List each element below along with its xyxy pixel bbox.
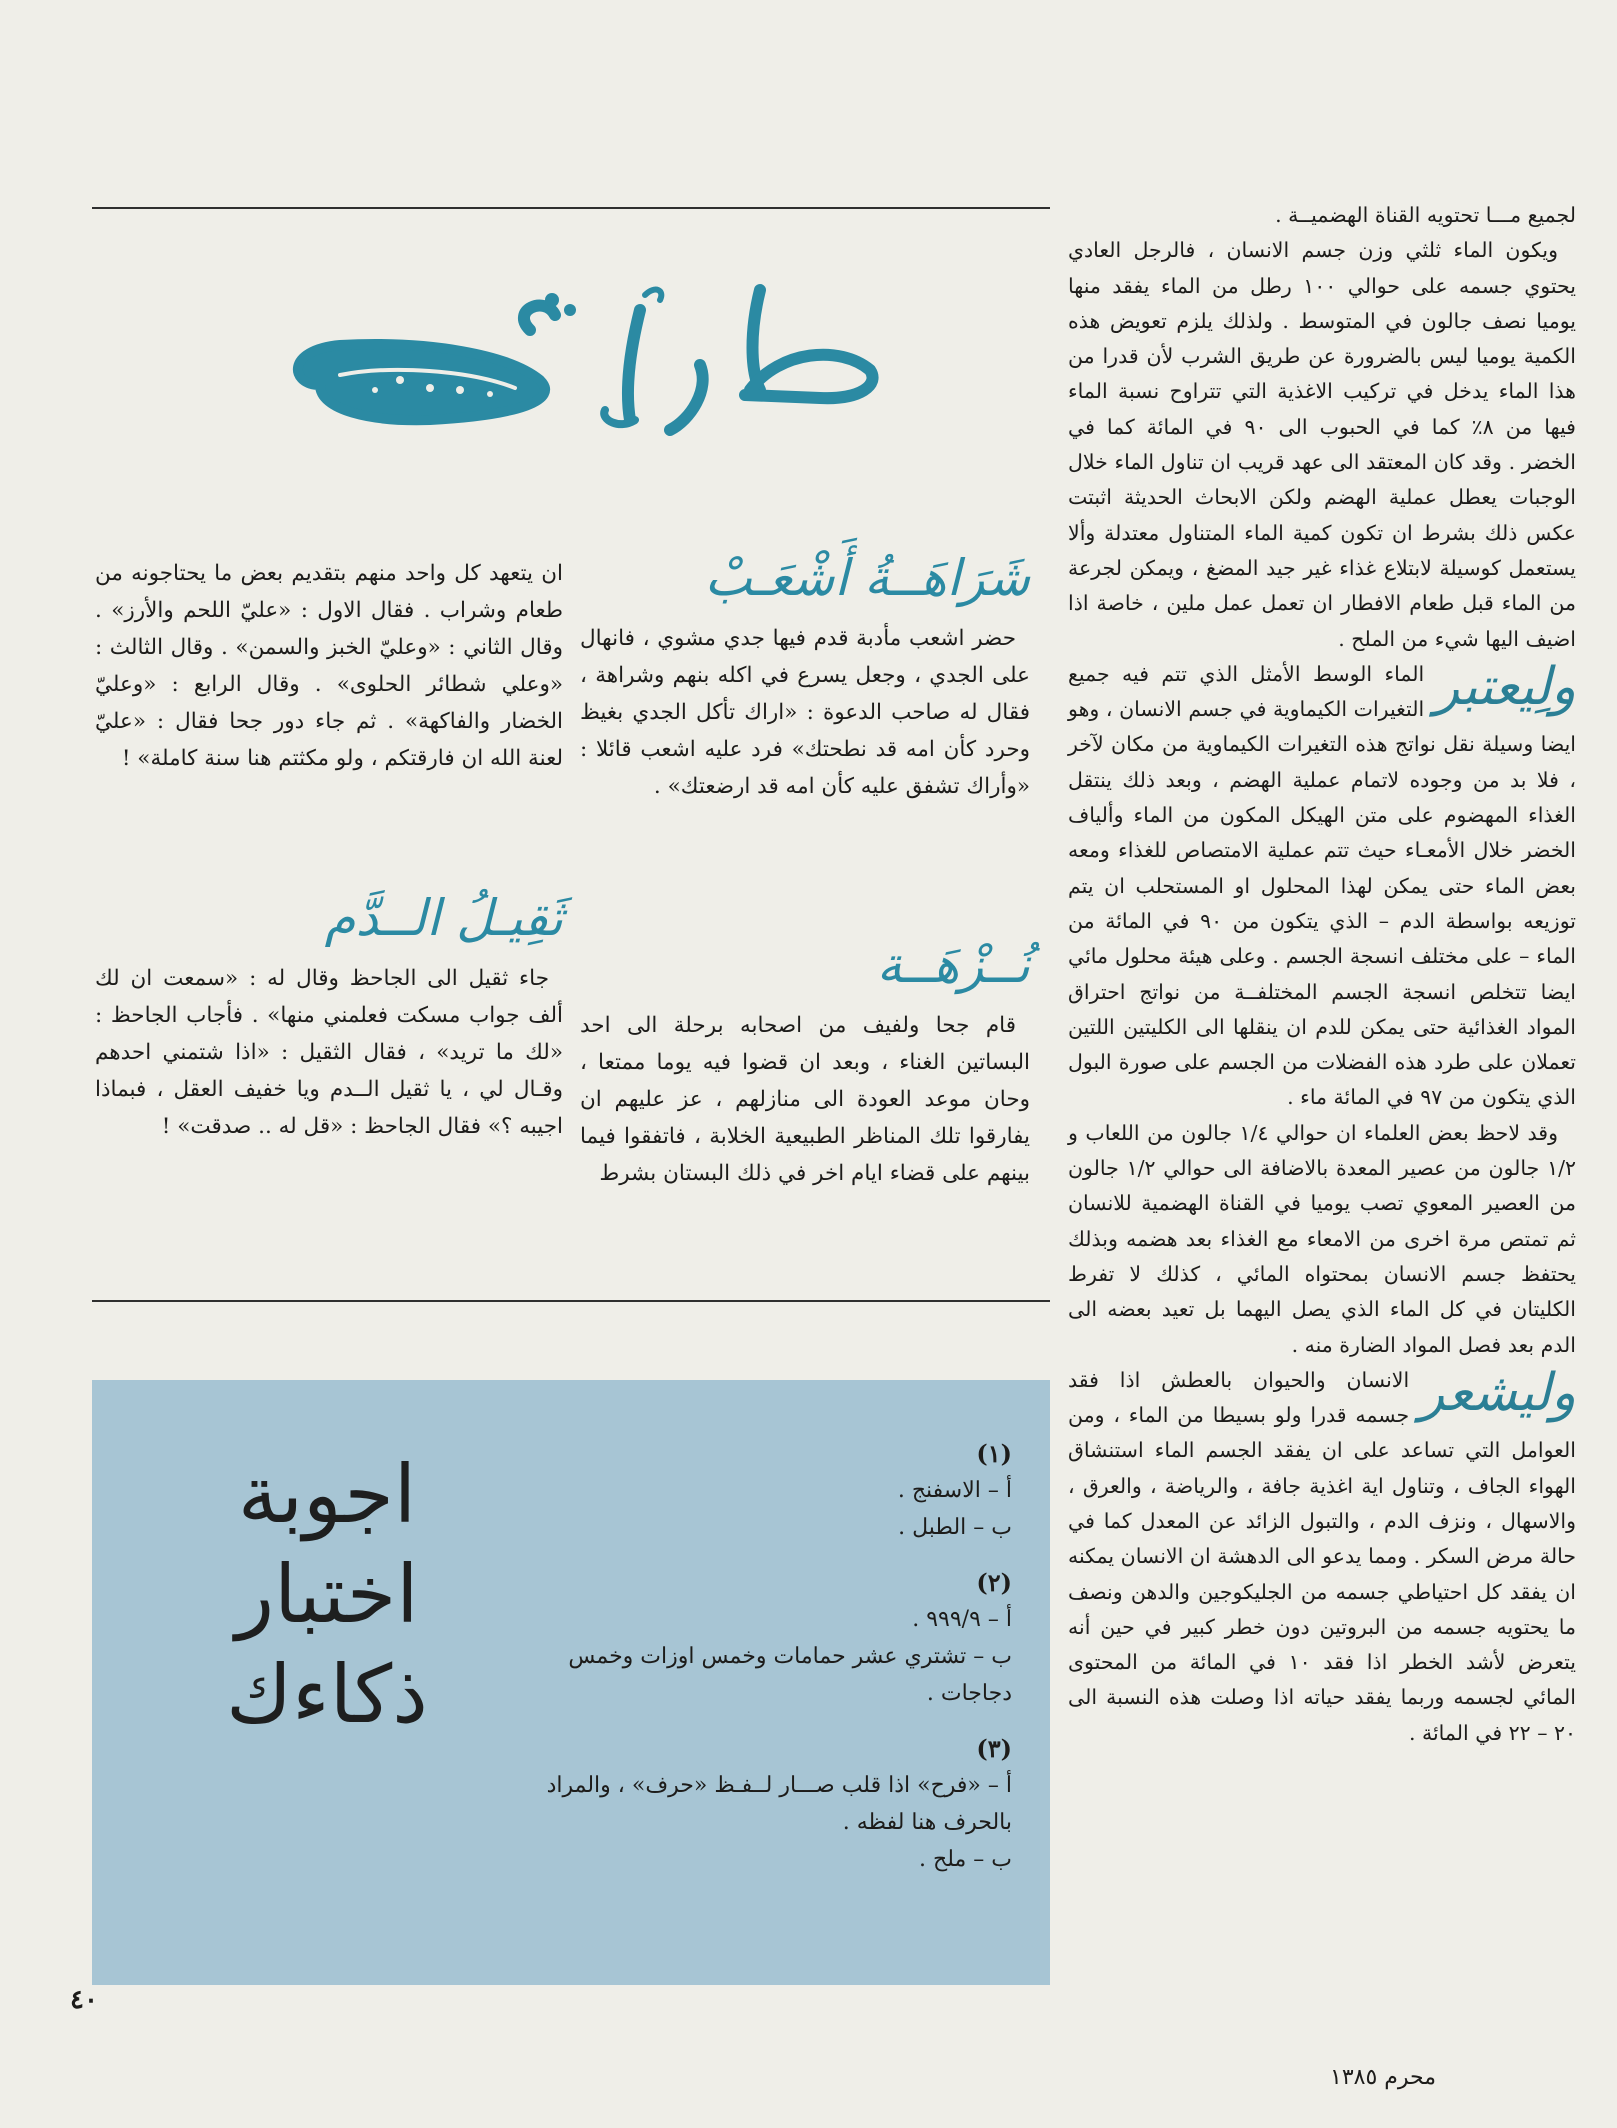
title-calligraphy xyxy=(280,270,900,440)
drop-cap-wayashur: وليشعر xyxy=(1419,1362,1576,1423)
quiz-answer-group xyxy=(522,1435,1012,1546)
page-number: ٤٠ xyxy=(70,1985,98,2015)
section-ashab xyxy=(580,548,1030,805)
quiz-answer-number: (١) xyxy=(976,1439,1012,1468)
right-paragraph: ويكون الماء ثلثي وزن جسم الانسان ، فالرجل العادي يحتوي جسمه على حوالي ١٠٠ رطل من الماء يفقد منها يوميا نصف جالون في المتوسط . ولذلك يلزم تعويض هذه الكمية يوميا ليس بالضرورة عن طريق الشرب لأن قدرا من هذا الماء يدخل في تركيب الاغذية التي تتراوح نسبة الماء فيها من ٨٪ كما في الحبوب الى ٩٠ في المائة كما في الخضر . وقد كان المعتقد الى عهد قريب ان تناول الماء خلال الوجبات يعطل عملية الهضم ولكن الابحاث الحديثة اثبتت عكس ذلك بشرط ان تكون كمية الماء المتناول معتدلة وألا يستعمل كوسيلة لابتلاع غذاء غير جيد المضغ ، ويمكن لجرعة من الماء قبل طعام الافطار ان تعمل عمل ملين ، خاصة اذا اضيف اليها شيء من الملح . xyxy=(1068,238,1576,651)
quiz-answer-list xyxy=(522,1435,1012,1878)
right-paragraph-dropcap xyxy=(1068,1363,1576,1751)
quiz-answer-group xyxy=(522,1730,1012,1878)
section-nuzha xyxy=(580,935,1030,1192)
section-text xyxy=(580,620,1030,805)
section-thaqil xyxy=(95,888,563,1145)
quiz-answer-number: (٢) xyxy=(976,1568,1012,1597)
right-article-column xyxy=(1068,198,1576,1751)
section-title: شَرَاهَــةُ أَشْعَـبْ xyxy=(704,549,1030,607)
right-paragraph: لجميع مـــا تحتويه القناة الهضميــة . xyxy=(1275,203,1576,227)
quiz-title-line: اجوبة xyxy=(237,1448,417,1541)
drop-cap-wayatabir: ولِيعتبر xyxy=(1434,656,1576,717)
section-title: ثَقِيـلُ الــدَّم xyxy=(324,889,563,947)
section-paragraph: ان يتعهد كل واحد منهم بتقديم بعض ما يحتاجونه من طعام وشراب . فقال الاول : «عليّ اللحم والأرز» . وقال الثاني : «وعليّ الخبز والسمن» . وقال الثالث : «وعلي شطائر الحلوى» . وقال الرابع : «وعليّ الخضار والفاكهة» . ثم جاء دور جحا فقال : «عليّ لعنة الله ان فارقتكم ، ولو مكثتم هنا سنة كاملة» ! xyxy=(95,561,563,771)
section-continuation xyxy=(95,555,563,777)
quiz-title xyxy=(187,1445,467,1745)
quiz-answer-b: ب – تشتري عشر حمامات وخمس اوزات وخمس دجاجات . xyxy=(568,1644,1012,1706)
section-paragraph: جاء ثقيل الى الجاحظ وقال له : «سمعت ان لك ألف جواب مسكت فعلمني منها» . فأجاب الجاحظ : «لك ما تريد» ، فقال الثقيل : «اذا شتمني احدهم وقـال لي ، يا ثقيل الــدم ويا خفيف العقل ، فبماذا اجيبه ؟» فقال الجاحظ : «قل له .. صدقت» ! xyxy=(95,966,563,1139)
quiz-title-line: اختبار xyxy=(235,1548,419,1641)
quiz-answer-a: أ – «فرح» اذا قلب صـــار لــفـظ «حرف» ، والمراد بالحرف هنا لفظه . xyxy=(546,1773,1012,1835)
section-text xyxy=(580,1007,1030,1192)
right-paragraph-text: الانسان والحيوان بالعطش اذا فقد جسمه قدرا ولو بسيطا من الماء ، ومن العوامل التي تساعد على ان يفقد الجسم الماء استنشاق الهواء الجاف ، وتناول اية اغذية جافة ، والرياضة ، والعرق ، والاسهال ، ونزف الدم ، والتبول الزائد عن المعدل كما في حالة مرض السكر . ومما يدعو الى الدهشة ان الانسان يمكنه ان يفقد كل احتياطي جسمه من الجليكوجين والدهن ونصف ما يحتويه جسمه من البروتين دون خطر كبير في حين أنه يتعرض لأشد الخطر اذا فقد ١٠ في المائة من المحتوى المائي لجسمه وربما يفقد حياته اذا وصلت هذه النسبة الى ٢٠ – ٢٢ في المائة . xyxy=(1068,1367,1577,1745)
quiz-answer-a: أ – ٩٩٩/٩ . xyxy=(912,1607,1012,1632)
quiz-title-line: ذكاءك xyxy=(226,1648,428,1741)
section-paragraph: حضر اشعب مأدبة قدم فيها جدي مشوي ، فانهال على الجدي ، وجعل يسرع في اكله بنهم وشراهة ، فقال له صاحب الدعوة : «اراك تأكل الجدي بغيظ وحرد كأن امه قد نطحتك» فرد عليه اشعب قائلا : «وأراك تشفق عليه كأن امه قد ارضعتك» . xyxy=(580,626,1030,799)
quiz-answer-group xyxy=(522,1564,1012,1712)
top-rule xyxy=(92,207,1050,209)
page-title xyxy=(280,270,900,440)
quiz-answer-number: (٣) xyxy=(976,1734,1012,1763)
quiz-answer-b: ب – ملح . xyxy=(919,1847,1012,1872)
right-paragraph-text: الماء الوسط الأمثل الذي تتم فيه جميع التغيرات الكيماوية في جسم الانسان ، وهو ايضا وسيلة نقل نواتج هذه التغيرات الكيماوية من مكان لآخر ، فلا بد من وجوده لاتمام عملية الهضم ، وبعد ذلك ينتقل الغذاء المهضوم على متن الهيكل المكون من الماء وألياف الخضر خلال الأمعـاء حيث تتم عملية الامتصاص للغذاء ومعه بعض الماء حتى يمكن لهذا المحلول او المستحلب ان يتم توزيعه بواسطة الدم – الذي يتكون من ٩٠ في المائة من الماء – على مختلف انسجة الجسم . وعلى هيئة محلول مائي ايضا تتخلص انسجة الجسم المختلفــة من نواتج احتراق المواد الغذائية حتى يمكن للدم ان ينقلها الى الكليتين اللتين تعملان على طرد هذه الفضلات من الجسم على صورة البول الذي يتكون من ٩٧ في المائة ماء . xyxy=(1068,661,1576,1110)
quiz-answer-a: أ – الاسفنج . xyxy=(897,1478,1012,1503)
quiz-answer-b: ب – الطبل . xyxy=(898,1515,1012,1540)
section-title: نُــزْهَــة xyxy=(876,936,1030,994)
section-paragraph: قام جحا ولفيف من اصحابه برحلة الى احد البساتين الغناء ، وبعد ان قضوا فيه يوما ممتعا ، وحان موعد العودة الى منازلهم ، عز عليهم ان يفارقوا تلك المناظر الطبيعية الخلابة ، فاتفقوا فيما بينهم على قضاء ايام اخر في ذلك البستان بشرط xyxy=(580,1013,1030,1186)
middle-rule xyxy=(92,1300,1050,1302)
quiz-answers-box xyxy=(92,1380,1050,1985)
issue-date: محرم ١٣٨٥ xyxy=(1330,2065,1437,2090)
section-text xyxy=(95,960,563,1145)
right-paragraph-dropcap xyxy=(1068,657,1576,1116)
right-paragraph: وقد لاحظ بعض العلماء ان حوالي ١/٤ جالون من اللعاب و ١/٢ جالون من عصير المعدة بالاضافة الى حوالي ١/٢ جالون من العصير المعوي تصب يوميا في القناة الهضمية للانسان ثم تمتص مرة اخرى من الامعاء مع الغذاء بعد هضمه وبذلك يحتفظ جسم الانسان بمحتواه المائي ، كذلك لا تفرط الكليتان في كل الماء الذي يصل اليهما بل تعيد بعضه الى الدم بعد فصل المواد الضارة منه . xyxy=(1068,1120,1577,1357)
